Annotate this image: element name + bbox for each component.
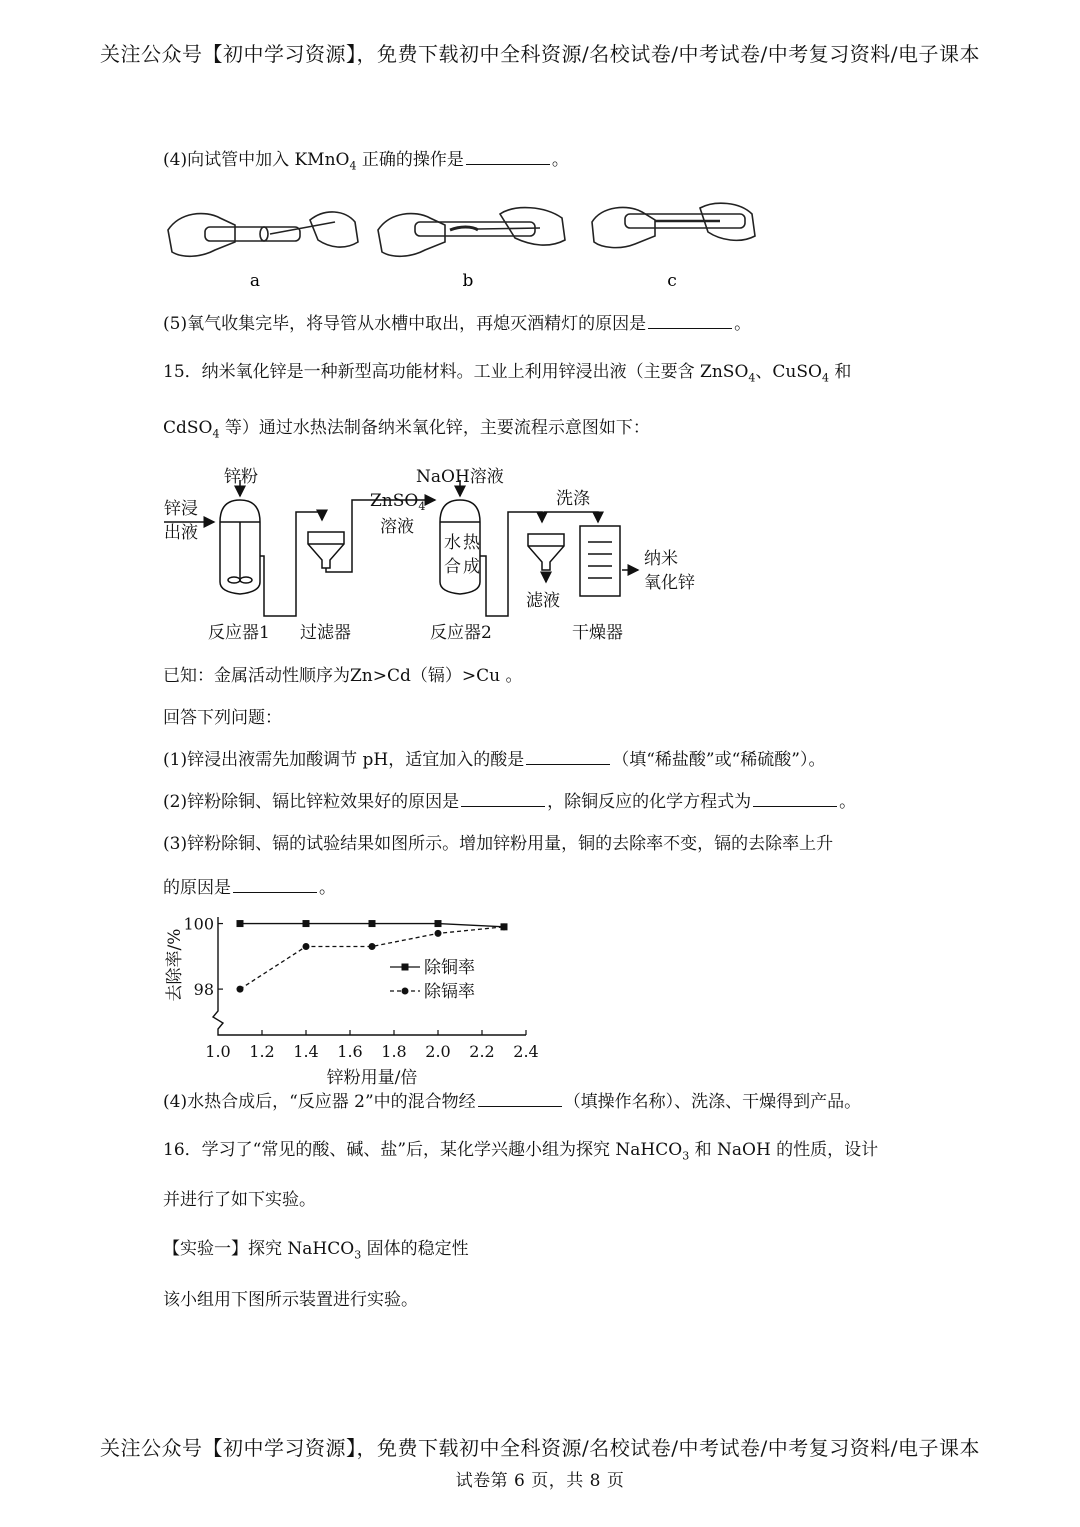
q15-line1 <box>163 360 851 390</box>
filter2-vessel <box>528 534 564 570</box>
q15-s4 <box>163 1090 861 1114</box>
option-a-label: a <box>249 271 261 291</box>
option-b-label: b <box>462 271 474 291</box>
label-product-2: 氧化锌 <box>644 573 695 593</box>
q15-s3-blank[interactable] <box>233 876 317 893</box>
q15-sub-znso4: 4 <box>748 371 756 385</box>
legend-marker-circle <box>402 988 409 995</box>
page-footer: 试卷第 6 页，共 8 页 <box>455 1471 625 1491</box>
option-b-illustration <box>378 208 565 257</box>
q16-line1-a: 16．学习了“常见的酸、碱、盐”后，某化学兴趣小组为探究 NaHCO <box>163 1140 683 1160</box>
q16-exp1 <box>163 1237 469 1267</box>
series-point-circle <box>237 986 244 993</box>
label-naoh: NaOH溶液 <box>416 467 504 487</box>
q16-line2: 并进行了如下实验。 <box>163 1190 316 1210</box>
filter-vessel <box>308 532 344 568</box>
q15-line1-a: 15．纳米氧化锌是一种新型高功能材料。工业上利用锌浸出液（主要含 ZnSO <box>163 362 749 382</box>
q4-sub: 4 <box>349 159 357 173</box>
q15-s3-line2 <box>163 876 336 900</box>
removal-rate-chart <box>160 905 560 1085</box>
label-reactor1: 反应器1 <box>208 623 270 643</box>
q15-s3-line1: (3)锌粉除铜、镉的试验结果如图所示。增加锌粉用量，铜的去除率不变，镉的去除率上升 <box>163 834 834 854</box>
q15-s3-end: 。 <box>319 878 336 898</box>
q15-s4-end: （填操作名称）、洗涤、干燥得到产品。 <box>563 1092 862 1112</box>
q15-sub-cuso4: 4 <box>821 371 829 385</box>
label-zinc-powder: 锌粉 <box>224 467 258 487</box>
series-point-square <box>303 920 310 927</box>
q15-s2-blank2[interactable] <box>753 790 837 807</box>
q4-line <box>163 148 569 178</box>
q4-suffix: 正确的操作是 <box>356 150 464 170</box>
q5-answer-blank[interactable] <box>648 312 732 329</box>
process-flow-diagram <box>160 460 720 650</box>
q15-answer-prompt: 回答下列问题： <box>163 708 282 728</box>
top-banner: 关注公众号【初中学习资源】，免费下载初中全科资源/名校试卷/中考试卷/中考复习资料/电子课本 <box>100 42 980 66</box>
x-tick-label: 1.2 <box>249 1042 275 1061</box>
q4-prefix: (4)向试管中加入 KMnO <box>163 150 350 170</box>
chart-axes <box>165 915 539 1085</box>
x-tick-label: 2.0 <box>425 1042 451 1061</box>
q5-end: 。 <box>734 314 752 334</box>
series-point-circle <box>501 923 508 930</box>
q5-text: (5)氧气收集完毕，将导管从水槽中取出，再熄灭酒精灯的原因是 <box>163 314 647 334</box>
q16-exp1-a: 【实验一】探究 NaHCO <box>163 1239 355 1259</box>
label-reactor2: 反应器2 <box>430 623 492 643</box>
q16-line1-b: 和 NaOH 的性质，设计 <box>689 1140 879 1160</box>
option-c-label: c <box>667 271 677 291</box>
q15-s1 <box>163 748 825 772</box>
bottom-banner: 关注公众号【初中学习资源】，免费下载初中全科资源/名校试卷/中考试卷/中考复习资料/电子课本 <box>100 1436 980 1460</box>
label-product-1: 纳米 <box>644 549 678 569</box>
x-tick-label: 1.4 <box>293 1042 319 1061</box>
label-leach-2: 出液 <box>164 523 198 543</box>
q4-end: 。 <box>551 150 569 170</box>
series-point-square <box>435 920 442 927</box>
q15-s4-text: (4)水热合成后，“反应器 2”中的混合物经 <box>163 1092 476 1112</box>
series-point-square <box>237 920 244 927</box>
q15-sub-cdso4: 4 <box>212 427 220 441</box>
q15-s3-line2-text: 的原因是 <box>163 878 231 898</box>
q15-s2-text: (2)锌粉除铜、镉比锌粒效果好的原因是 <box>163 792 460 812</box>
label-hydro-3: 合 <box>444 557 461 577</box>
q15-line2-b: 等）通过水热法制备纳米氧化锌，主要流程示意图如下： <box>219 418 650 438</box>
q15-s4-blank[interactable] <box>478 1090 562 1107</box>
series-point-circle <box>369 943 376 950</box>
label-hydro-2: 热 <box>463 533 480 553</box>
option-c-illustration <box>592 203 755 247</box>
y-axis-label: 去除率/% <box>165 928 185 1002</box>
x-tick-label: 1.8 <box>381 1042 407 1061</box>
q16-line1-sub: 3 <box>682 1149 690 1163</box>
legend-label: 除镉率 <box>424 982 475 1002</box>
q15-line1-b: 、CuSO <box>755 362 822 382</box>
option-a-illustration <box>168 212 358 256</box>
q15-s2 <box>163 790 856 814</box>
label-hydro-4: 成 <box>463 557 480 577</box>
x-tick-label: 1.0 <box>205 1042 231 1061</box>
x-tick-label: 2.4 <box>513 1042 539 1061</box>
q5-line <box>163 312 751 336</box>
q4-answer-blank[interactable] <box>466 148 550 165</box>
q15-s2-blank1[interactable] <box>461 790 545 807</box>
q15-s2-end: 。 <box>839 792 857 812</box>
q16-exp1-sub: 3 <box>354 1248 362 1262</box>
q15-s1-end: （填“稀盐酸”或“稀硫酸”）。 <box>612 750 826 770</box>
label-filter: 过滤器 <box>300 623 351 643</box>
legend-label: 除铜率 <box>424 958 475 978</box>
series-point-circle <box>303 943 310 950</box>
series-point-square <box>369 920 376 927</box>
q15-s1-blank[interactable] <box>526 748 610 765</box>
label-wash: 洗涤 <box>556 489 590 509</box>
label-solution: 溶液 <box>380 517 414 537</box>
y-tick-label: 98 <box>193 980 214 1000</box>
y-tick-label: 100 <box>183 914 214 934</box>
label-hydro-1: 水 <box>444 533 461 553</box>
q16-line1 <box>163 1138 878 1168</box>
q15-known: 已知：金属活动性顺序为Zn>Cd（镉）>Cu 。 <box>163 666 523 686</box>
test-tube-operations-figure <box>160 200 770 295</box>
q15-line2-a: CdSO <box>163 418 213 438</box>
dryer-vessel <box>580 526 620 596</box>
label-dryer: 干燥器 <box>572 623 623 643</box>
q15-s2-mid: ，除铜反应的化学方程式为 <box>547 792 752 812</box>
q15-line1-c: 和 <box>828 362 852 382</box>
x-tick-label: 1.6 <box>337 1042 363 1061</box>
q16-line4: 该小组用下图所示装置进行实验。 <box>163 1290 418 1310</box>
legend-marker-square <box>402 964 409 971</box>
label-leach-1: 锌浸 <box>164 499 198 519</box>
series-point-circle <box>435 930 442 937</box>
x-axis-label: 锌粉用量/倍 <box>326 1068 418 1085</box>
label-znso4: ZnSO$_4$ <box>370 491 426 513</box>
label-filtrate: 滤液 <box>526 591 560 611</box>
q15-s1-text: (1)锌浸出液需先加酸调节 pH，适宜加入的酸是 <box>163 750 525 770</box>
q15-line2 <box>163 416 650 446</box>
q16-exp1-b: 固体的稳定性 <box>361 1239 469 1259</box>
x-tick-label: 2.2 <box>469 1042 495 1061</box>
chart-legend <box>390 958 475 1002</box>
